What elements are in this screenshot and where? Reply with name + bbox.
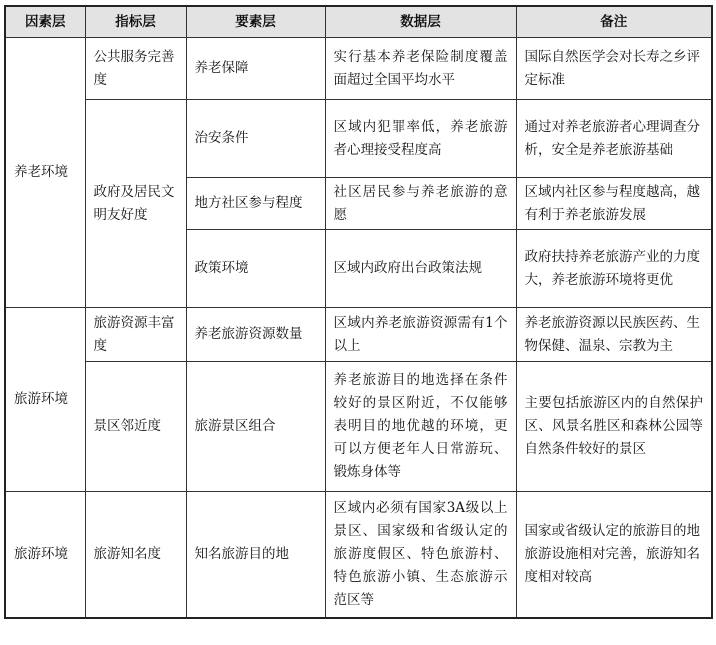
element-cell: 地方社区参与程度 [186, 178, 325, 230]
indicator-cell: 旅游资源丰富度 [85, 308, 186, 362]
indicator-table-container [4, 5, 711, 619]
header-indicator: 指标层 [85, 6, 186, 38]
data-cell: 社区居民参与养老旅游的意愿 [325, 178, 516, 230]
element-cell: 养老保障 [186, 38, 325, 100]
factor-cell: 养老环境 [5, 38, 85, 308]
note-cell: 政府扶持养老旅游产业的力度大，养老旅游环境将更优 [516, 230, 712, 308]
indicator-cell: 政府及居民文明友好度 [85, 100, 186, 308]
table-row [5, 38, 712, 100]
table-row [5, 492, 712, 618]
header-factor: 因素层 [5, 6, 85, 38]
factor-cell: 旅游环境 [5, 492, 85, 618]
data-cell: 实行基本养老保险制度覆盖面超过全国平均水平 [325, 38, 516, 100]
element-cell: 政策环境 [186, 230, 325, 308]
factor-cell: 旅游环境 [5, 308, 85, 492]
header-note: 备注 [516, 6, 712, 38]
data-cell: 养老旅游目的地选择在条件较好的景区附近，不仅能够表明目的地优越的环境，更可以方便老年人日常游玩、锻炼身体等 [325, 362, 516, 492]
note-cell: 养老旅游资源以民族医药、生物保健、温泉、宗教为主 [516, 308, 712, 362]
element-cell: 治安条件 [186, 100, 325, 178]
indicator-cell: 景区邻近度 [85, 362, 186, 492]
data-cell: 区域内政府出台政策法规 [325, 230, 516, 308]
note-cell: 国家或省级认定的旅游目的地旅游设施相对完善，旅游知名度相对较高 [516, 492, 712, 618]
table-row [5, 308, 712, 362]
header-row [5, 6, 712, 38]
indicator-cell: 旅游知名度 [85, 492, 186, 618]
header-element: 要素层 [186, 6, 325, 38]
element-cell: 养老旅游资源数量 [186, 308, 325, 362]
indicator-cell: 公共服务完善度 [85, 38, 186, 100]
note-cell: 区域内社区参与程度越高，越有利于养老旅游发展 [516, 178, 712, 230]
note-cell: 主要包括旅游区内的自然保护区、风景名胜区和森林公园等自然条件较好的景区 [516, 362, 712, 492]
element-cell: 知名旅游目的地 [186, 492, 325, 618]
data-cell: 区域内养老旅游资源需有1个以上 [325, 308, 516, 362]
data-cell: 区域内必须有国家3A级以上景区、国家级和省级认定的旅游度假区、特色旅游村、特色旅游小镇、生态旅游示范区等 [325, 492, 516, 618]
element-cell: 旅游景区组合 [186, 362, 325, 492]
indicator-table [4, 5, 713, 619]
table-row [5, 362, 712, 492]
note-cell: 通过对养老旅游者心理调查分析，安全是养老旅游基础 [516, 100, 712, 178]
data-cell: 区域内犯罪率低，养老旅游者心理接受程度高 [325, 100, 516, 178]
table-row [5, 100, 712, 178]
header-data: 数据层 [325, 6, 516, 38]
note-cell: 国际自然医学会对长寿之乡评定标准 [516, 38, 712, 100]
